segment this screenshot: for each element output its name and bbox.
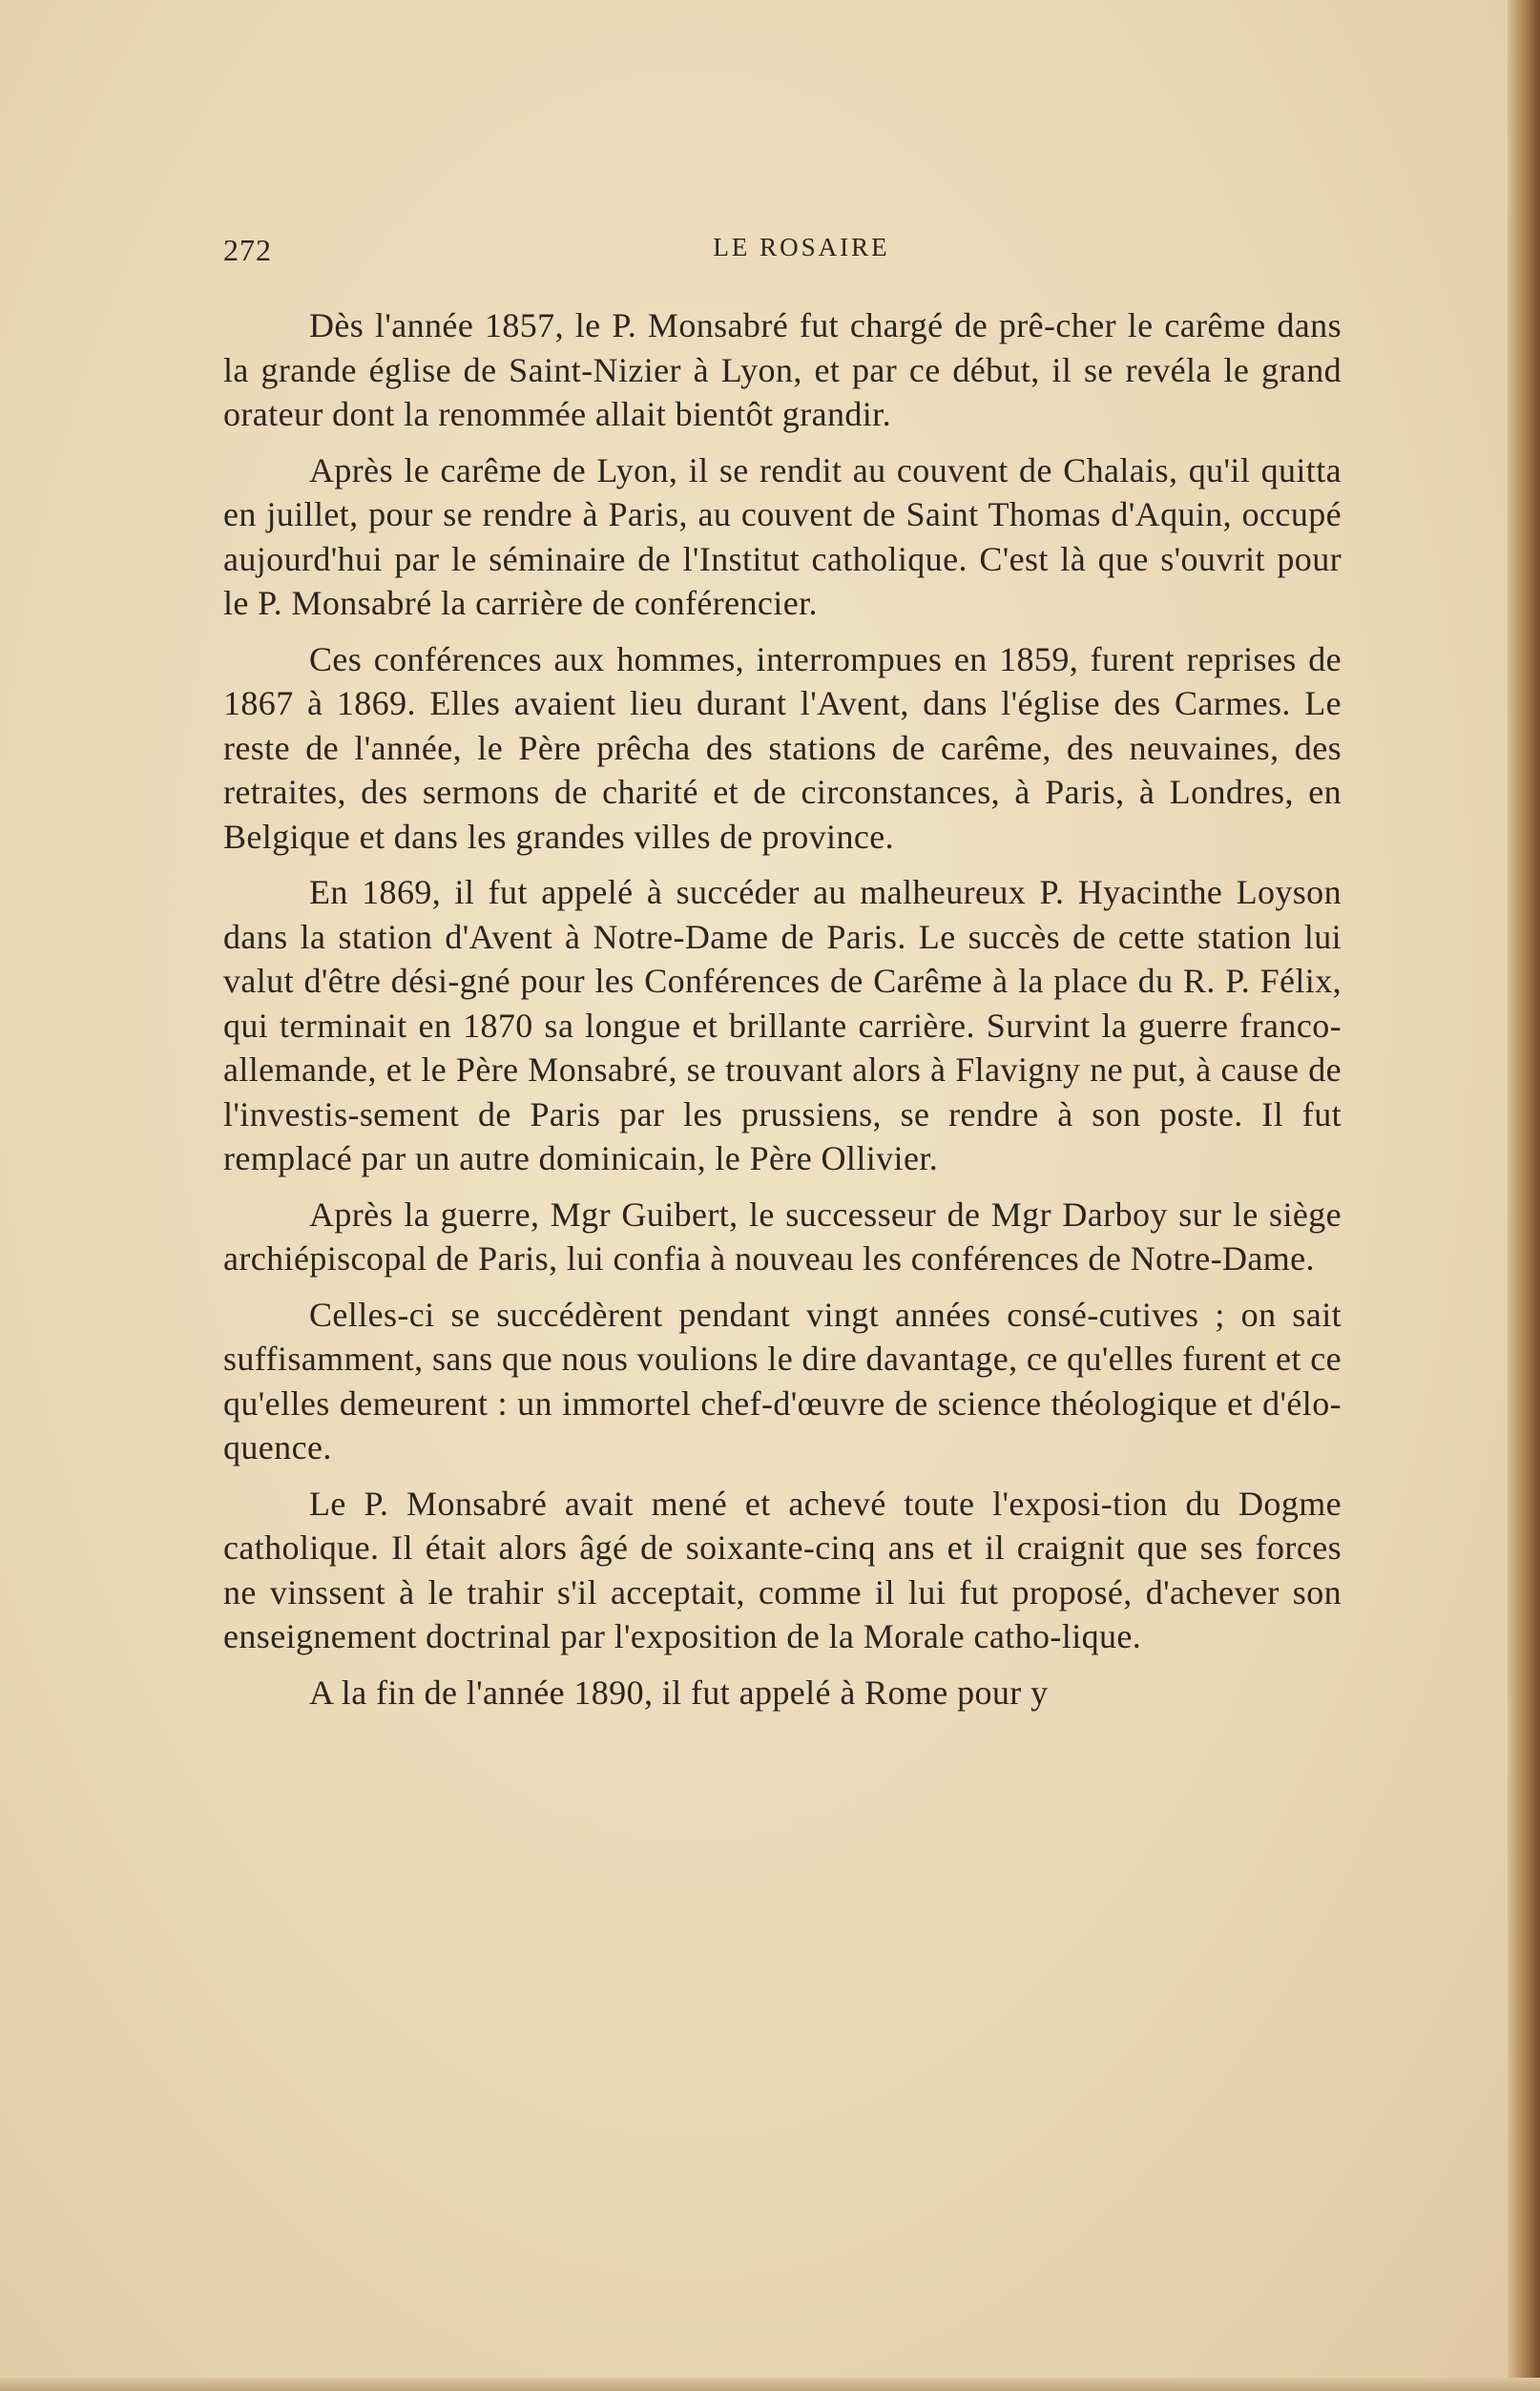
page-edge-shadow bbox=[1508, 0, 1540, 2391]
paragraph-5: Après la guerre, Mgr Guibert, le successeur de Mgr Darboy sur le siège archiépiscopal de Paris, lui confia à nouveau les conférences de Notre-Dame. bbox=[223, 1195, 1342, 1278]
running-title: LE ROSAIRE bbox=[713, 233, 890, 261]
paragraph-4: En 1869, il fut appelé à succéder au malheureux P. Hyacinthe Loyson dans la station d'Avent à Notre-Dame de Paris. Le succès de cette station lui valut d'être dési-gné pour les Conférences de Carême à la place du R. P. Félix, qui terminait en 1870 sa longue et brillante carrière. Survint la guerre franco-allemande, et le Père Monsabré, se trouvant alors à Flavigny ne put, à cause de l'investis-sement de Paris par les prussiens, se rendre à son poste. Il fut remplacé par un autre dominicain, le Père Ollivier. bbox=[223, 873, 1342, 1177]
page-bottom-edge bbox=[0, 2378, 1540, 2391]
paragraph-6: Celles-ci se succédèrent pendant vingt années consé-cutives ; on sait suffisamment, sans que nous voulions le dire davantage, ce qu'elles furent et ce qu'elles demeurent : un immortel chef-d'œuvre de science théologique et d'élo-quence. bbox=[223, 1295, 1342, 1466]
paragraph-1: Dès l'année 1857, le P. Monsabré fut chargé de prê-cher le carême dans la grande église de Saint-Nizier à Lyon, et par ce début, il se revéla le grand orateur dont la renommée allait bientôt grandir. bbox=[223, 306, 1342, 433]
paragraph-8: A la fin de l'année 1890, il fut appelé à Rome pour y bbox=[309, 1673, 1049, 1712]
running-header bbox=[223, 233, 1342, 275]
body-text bbox=[223, 303, 1342, 1726]
page-number: 272 bbox=[223, 233, 272, 267]
paragraph-7: Le P. Monsabré avait mené et achevé toute l'exposi-tion du Dogme catholique. Il était alors âgé de soixante-cinq ans et il craignit que ses forces ne vinssent à le trahir s'il acceptait, comme il lui fut proposé, d'achever son enseignement doctrinal par l'exposition de la Morale catho-lique. bbox=[223, 1484, 1342, 1655]
paragraph-2: Après le carême de Lyon, il se rendit au couvent de Chalais, qu'il quitta en juillet, pour se rendre à Paris, au couvent de Saint Thomas d'Aquin, occupé aujourd'hui par le séminaire de l'Institut catholique. C'est là que s'ouvrit pour le P. Monsabré la carrière de conférencier. bbox=[223, 450, 1342, 622]
paragraph-3: Ces conférences aux hommes, interrompues en 1859, furent reprises de 1867 à 1869. Elles avaient lieu durant l'Avent, dans l'église des Carmes. Le reste de l'année, le Père prêcha des stations de carême, des neuvaines, des retraites, des sermons de charité et de circonstances, à Paris, à Londres, en Belgique et dans les grandes villes de province. bbox=[223, 639, 1342, 856]
